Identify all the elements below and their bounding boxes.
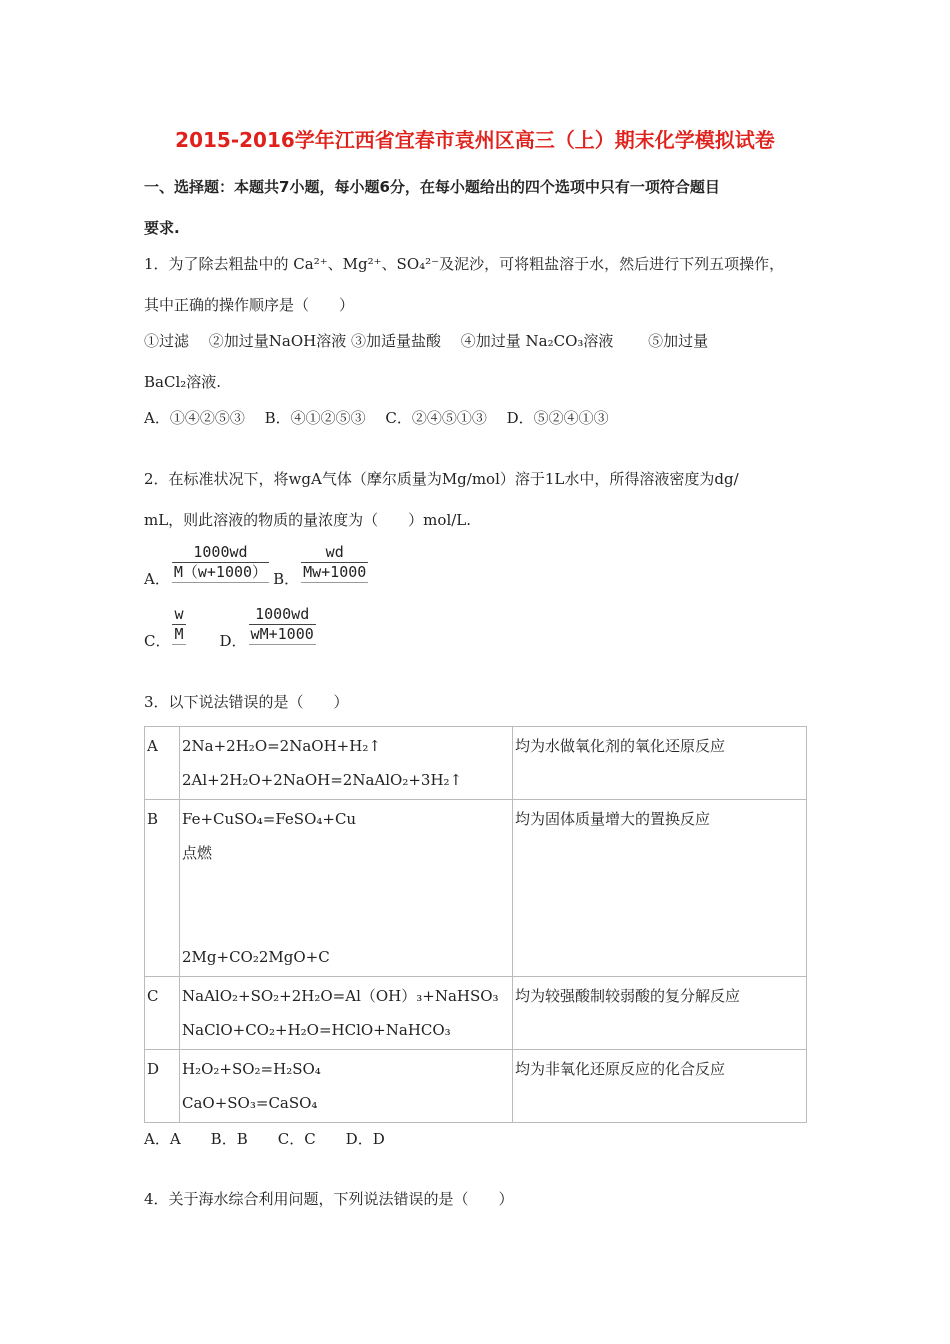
section-heading-cont: 要求.	[144, 219, 180, 237]
q2-option-c-fraction	[172, 605, 185, 645]
row-key: A	[145, 727, 180, 800]
q2-option-b-label: B．	[273, 570, 300, 588]
table-row	[145, 800, 807, 977]
q2-stem-cont: mL，则此溶液的物质的量浓度为（ ）mol/L.	[144, 511, 472, 529]
q2-option-a-fraction	[172, 543, 269, 583]
row-key: C	[145, 977, 180, 1050]
description-cell: 均为水做氧化剂的氧化还原反应	[513, 727, 807, 800]
description-cell: 均为较强酸制较弱酸的复分解反应	[513, 977, 807, 1050]
section-heading: 一、选择题：本题共7小题，每小题6分，在每小题给出的四个选项中只有一项符合题目	[144, 178, 720, 196]
row-key: B	[145, 800, 180, 977]
table-row	[145, 1050, 807, 1123]
q2-option-c-label: C．	[144, 632, 171, 650]
q3-table	[144, 726, 807, 1123]
equations-cell	[180, 1050, 513, 1123]
q3-block	[144, 726, 807, 1209]
denominator: M	[174, 625, 184, 643]
q2-option-d-fraction	[249, 605, 316, 645]
equations-cell	[180, 977, 513, 1050]
description-cell: 均为非氧化还原反应的化合反应	[513, 1050, 807, 1123]
denominator: wM+1000	[250, 625, 314, 643]
equation: 2Na+2H₂O=2NaOH+H₂↑	[182, 737, 381, 755]
description-cell: 均为固体质量增大的置换反应	[513, 800, 807, 977]
table-row	[145, 977, 807, 1050]
q2-options-row-2	[144, 605, 320, 650]
numerator: wd	[301, 543, 368, 563]
denominator: M（w+1000）	[173, 563, 268, 581]
equation: Fe+CuSO₄=FeSO₄+Cu	[182, 810, 357, 828]
numerator: w	[174, 605, 184, 623]
q1-choices: A．①④②⑤③ B．④①②⑤③ C．②④⑤①③ D．⑤②④①③	[144, 409, 609, 427]
numerator: 1000wd	[249, 605, 316, 625]
q2-option-b-fraction	[301, 543, 368, 583]
table-row	[145, 727, 807, 800]
page-title: 2015-2016学年江西省宜春市袁州区高三（上）期末化学模拟试卷	[175, 128, 775, 152]
equation: CaO+SO₃=CaSO₄	[182, 1094, 318, 1112]
q4-stem: 4．关于海水综合利用问题，下列说法错误的是（ ）	[144, 1190, 514, 1208]
equation: 2Mg+CO₂2MgO+C	[182, 948, 330, 966]
equations-cell	[180, 800, 513, 977]
q1-operations-cont: BaCl₂溶液.	[144, 373, 222, 391]
condition-note: 点燃	[182, 844, 213, 862]
q2-option-a-label: A．	[144, 570, 170, 588]
equation: NaAlO₂+SO₂+2H₂O=Al（OH）₃+NaHSO₃	[182, 987, 499, 1005]
equation: NaClO+CO₂+H₂O=HClO+NaHCO₃	[182, 1021, 451, 1039]
equation: H₂O₂+SO₂=H₂SO₄	[182, 1060, 321, 1078]
q1-stem: 1．为了除去粗盐中的 Ca²⁺、Mg²⁺、SO₄²⁻及泥沙，可将粗盐溶于水，然后进行下列五项操作，	[144, 255, 785, 273]
q3-stem: 3．以下说法错误的是（ ）	[144, 693, 349, 711]
q2-stem: 2．在标准状况下，将wgA气体（摩尔质量为Mg/mol）溶于1L水中，所得溶液密度为dg/	[144, 470, 739, 488]
denominator: Mw+1000	[303, 563, 367, 581]
q1-operations: ①过滤 ②加过量NaOH溶液 ③加适量盐酸 ④加过量 Na₂CO₃溶液 ⑤加过量	[144, 332, 709, 350]
q2-option-d-label: D．	[219, 632, 247, 650]
q2-options-row-1	[144, 543, 372, 588]
equations-cell	[180, 727, 513, 800]
numerator: 1000wd	[172, 543, 269, 563]
q3-choices: A．A B．B C．C D．D	[144, 1130, 385, 1148]
equation: 2Al+2H₂O+2NaOH=2NaAlO₂+3H₂↑	[182, 771, 463, 789]
q1-stem-cont: 其中正确的操作顺序是（ ）	[144, 296, 355, 314]
row-key: D	[145, 1050, 180, 1123]
